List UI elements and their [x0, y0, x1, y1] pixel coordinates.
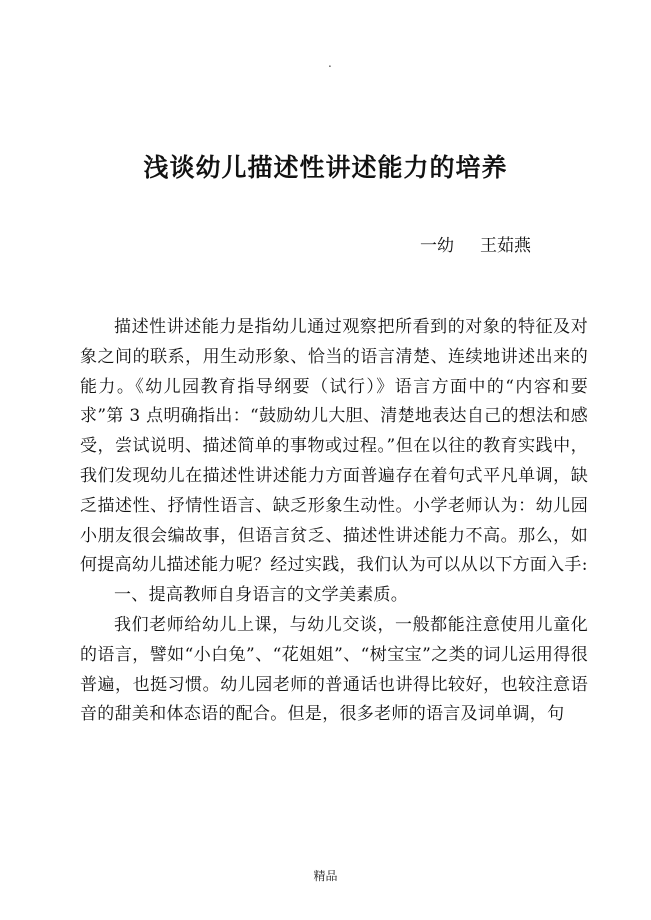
document-body — [80, 313, 588, 730]
author-name: 王茹燕 — [480, 236, 531, 256]
document-title: 浅谈幼儿描述性讲述能力的培养 — [143, 153, 508, 182]
section-heading-1: 一、提高教师自身语言的文学美素质。 — [114, 585, 409, 606]
paragraph-intro: 描述性讲述能力是指幼儿通过观察把所看到的对象的特征及对象之间的联系，用生动形象、恰当的语言清楚、连续地讲述出来的能力。《幼儿园教育指导纲要（试行）》语言方面中的“内容和要求”第 3 点明确指出：“鼓励幼儿大胆、清楚地表达自己的想法和感受，尝试说明、描述简单的事物或过程。”但在以往的教育实践中，我们发现幼儿在描述性讲述能力方面普遍存在着句式平凡单调，缺乏描述性、抒情性语言、缺乏形象生动性。小学老师认为：幼儿园小朋友很会编故事，但语言贫乏、描述性讲述能力不高。那么，如何提高幼儿描述能力呢？经过实践，我们认为可以从以下方面入手: — [80, 317, 588, 576]
author-line — [420, 234, 531, 258]
paragraph-teacher-language: 我们老师给幼儿上课，与幼儿交谈，一般都能注意使用儿童化的语言，譬如“小白兔”、“花姐姐”、“树宝宝”之类的词儿运用得很普遍，也挺习惯。幼儿园老师的普通话也讲得比较好，也较注意语音的甜美和体态语的配合。但是，很多老师的语言及词单调，句 — [80, 614, 588, 725]
author-unit: 一幼 — [420, 236, 454, 256]
page-footer: 精品 — [313, 869, 338, 883]
header-dot: . — [328, 56, 332, 70]
